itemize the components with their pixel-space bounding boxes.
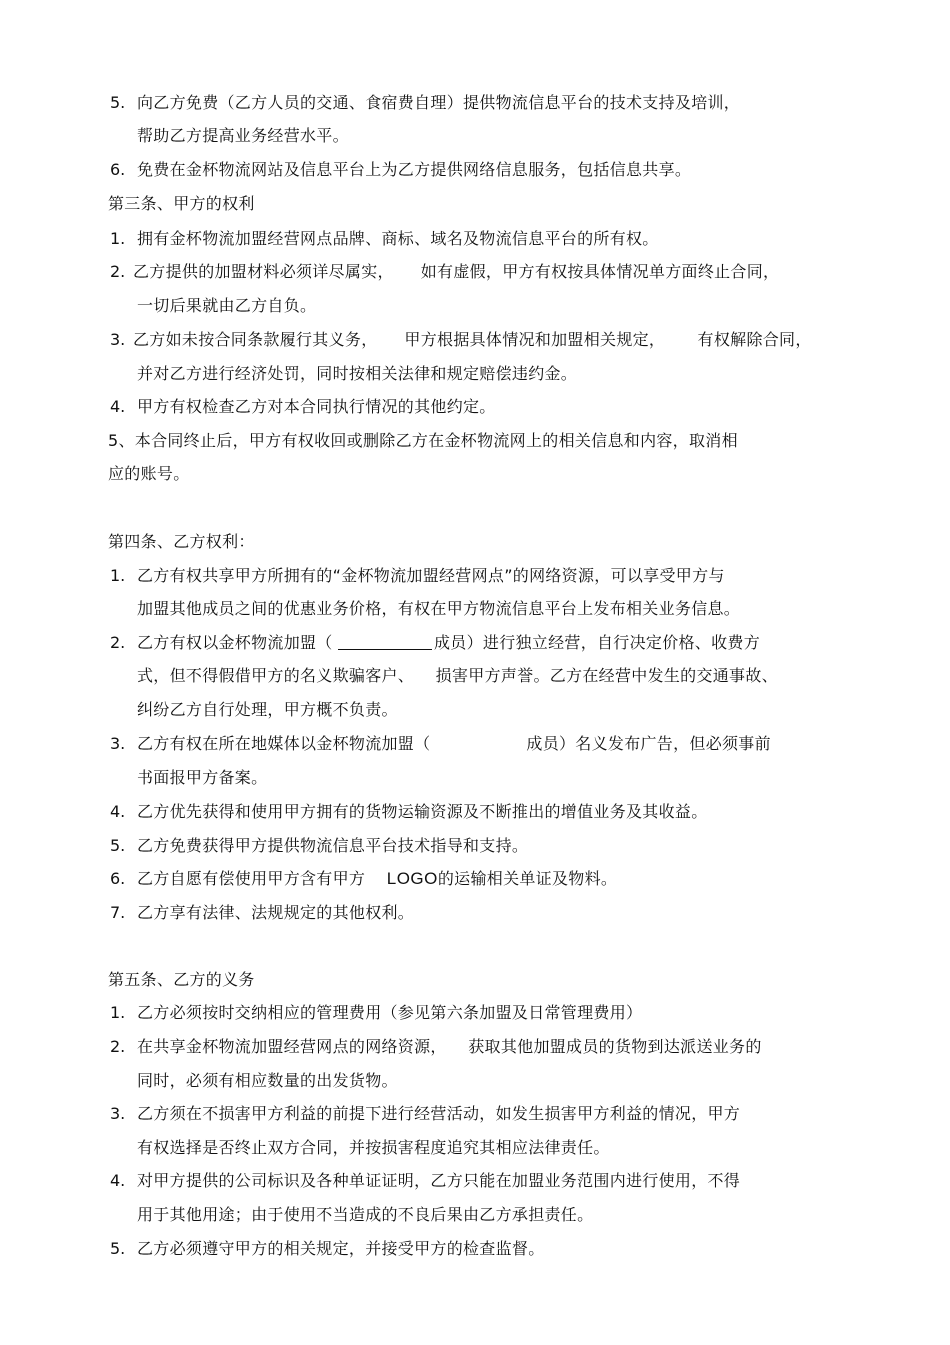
item-number: 6. — [110, 869, 126, 888]
clause-text: 乙方免费获得甲方提供物流信息平台技术指导和支持。 — [137, 836, 529, 855]
clause-text: 乙方提供的加盟材料必须详尽属实， 如有虚假，甲方有权按具体情况单方面终止合同， — [133, 262, 780, 281]
clause-text-part: 的运输相关单证及物料。 — [437, 869, 618, 888]
clause-text: 乙方享有法律、法规规定的其他权利。 — [137, 903, 415, 922]
clause-text-part: 成员）名义发布广告，但必须事前 — [526, 734, 771, 753]
clause-text: 有权选择是否终止双方合同，并按损害程度追究其相应法律责任。 — [137, 1138, 610, 1157]
clause-text: 乙方有权共享甲方所拥有的“金杯物流加盟经营网点”的网络资源，可以享受甲方与 — [137, 566, 725, 585]
item-number: 2. — [110, 1037, 126, 1056]
clause-text: 同时，必须有相应数量的出发货物。 — [137, 1071, 398, 1090]
clause-text: 并对乙方进行经济处罚，同时按相关法律和规定赔偿违约金。 — [137, 364, 578, 383]
fill-in-blank — [338, 633, 432, 650]
clause-text: 拥有金杯物流加盟经营网点品牌、商标、域名及物流信息平台的所有权。 — [137, 229, 659, 248]
clause-text: 在共享金杯物流加盟经营网点的网络资源， 获取其他加盟成员的货物到达派送业务的 — [137, 1037, 762, 1056]
item-number: 4. — [110, 1171, 126, 1190]
item-number: 1. — [110, 566, 126, 585]
section-title: 第五条、乙方的义务 — [108, 970, 255, 989]
clause-text: 甲方有权检查乙方对本合同执行情况的其他约定。 — [137, 397, 496, 416]
clause-text: 5、本合同终止后，甲方有权收回或删除乙方在金杯物流网上的相关信息和内容，取消相 — [108, 431, 738, 450]
clause-text-part: 成员）进行独立经营，自行决定价格、收费方 — [434, 633, 761, 652]
clause-text: 一切后果就由乙方自负。 — [137, 296, 317, 315]
item-number: 4. — [110, 397, 126, 416]
clause-text: 纠纷乙方自行处理，甲方概不负责。 — [137, 700, 398, 719]
clause-text: 应的账号。 — [108, 464, 190, 483]
clause-text: 式，但不得假借甲方的名义欺骗客户、 损害甲方声誉。乙方在经营中发生的交通事故、 — [137, 666, 778, 685]
item-number: 3. — [110, 1104, 126, 1123]
item-number: 2. — [110, 262, 126, 281]
clause-text: 加盟其他成员之间的优惠业务价格，有权在甲方物流信息平台上发布相关业务信息。 — [137, 599, 741, 618]
item-number: 5. — [110, 1239, 126, 1258]
item-number: 7. — [110, 903, 126, 922]
clause-text: 对甲方提供的公司标识及各种单证证明，乙方只能在加盟业务范围内进行使用，不得 — [137, 1171, 741, 1190]
logo-text: LOGO — [386, 869, 438, 888]
clause-text: 用于其他用途；由于使用不当造成的不良后果由乙方承担责任。 — [137, 1205, 594, 1224]
item-number: 2. — [110, 633, 126, 652]
clause-text: 帮助乙方提高业务经营水平。 — [137, 126, 349, 145]
clause-text: 乙方优先获得和使用甲方拥有的货物运输资源及不断推出的增值业务及其收益。 — [137, 802, 708, 821]
item-number: 4. — [110, 802, 126, 821]
clause-text — [137, 869, 617, 889]
clause-text-part: 乙方有权在所在地媒体以金杯物流加盟（ — [137, 734, 431, 753]
clause-text: 乙方必须按时交纳相应的管理费用（参见第六条加盟及日常管理费用） — [137, 1003, 643, 1022]
clause-text: 向乙方免费（乙方人员的交通、食宿费自理）提供物流信息平台的技术支持及培训， — [137, 93, 741, 112]
clause-text: 乙方如未按合同条款履行其义务， 甲方根据具体情况和加盟相关规定， 有权解除合同， — [133, 330, 812, 349]
item-number: 1. — [110, 1003, 126, 1022]
clause-text — [137, 633, 760, 653]
section-title: 第三条、甲方的权利 — [108, 194, 255, 213]
item-number: 3. — [110, 734, 126, 753]
clause-text-part: 乙方自愿有偿使用甲方含有甲方 — [137, 869, 387, 888]
clause-text: 乙方必须遵守甲方的相关规定，并接受甲方的检查监督。 — [137, 1239, 545, 1258]
clause-text: 免费在金杯物流网站及信息平台上为乙方提供网络信息服务，包括信息共享。 — [137, 160, 692, 179]
item-number: 1. — [110, 229, 126, 248]
item-number: 5. — [110, 836, 126, 855]
item-number: 3. — [110, 330, 126, 349]
item-number: 6. — [110, 160, 126, 179]
clause-text — [137, 734, 771, 754]
section-title: 第四条、乙方权利： — [108, 532, 255, 551]
clause-text: 书面报甲方备案。 — [137, 768, 268, 787]
item-number: 5. — [110, 93, 126, 112]
clause-text-part: 乙方有权以金杯物流加盟（ — [137, 633, 338, 652]
clause-text: 乙方须在不损害甲方利益的前提下进行经营活动，如发生损害甲方利益的情况，甲方 — [137, 1104, 741, 1123]
